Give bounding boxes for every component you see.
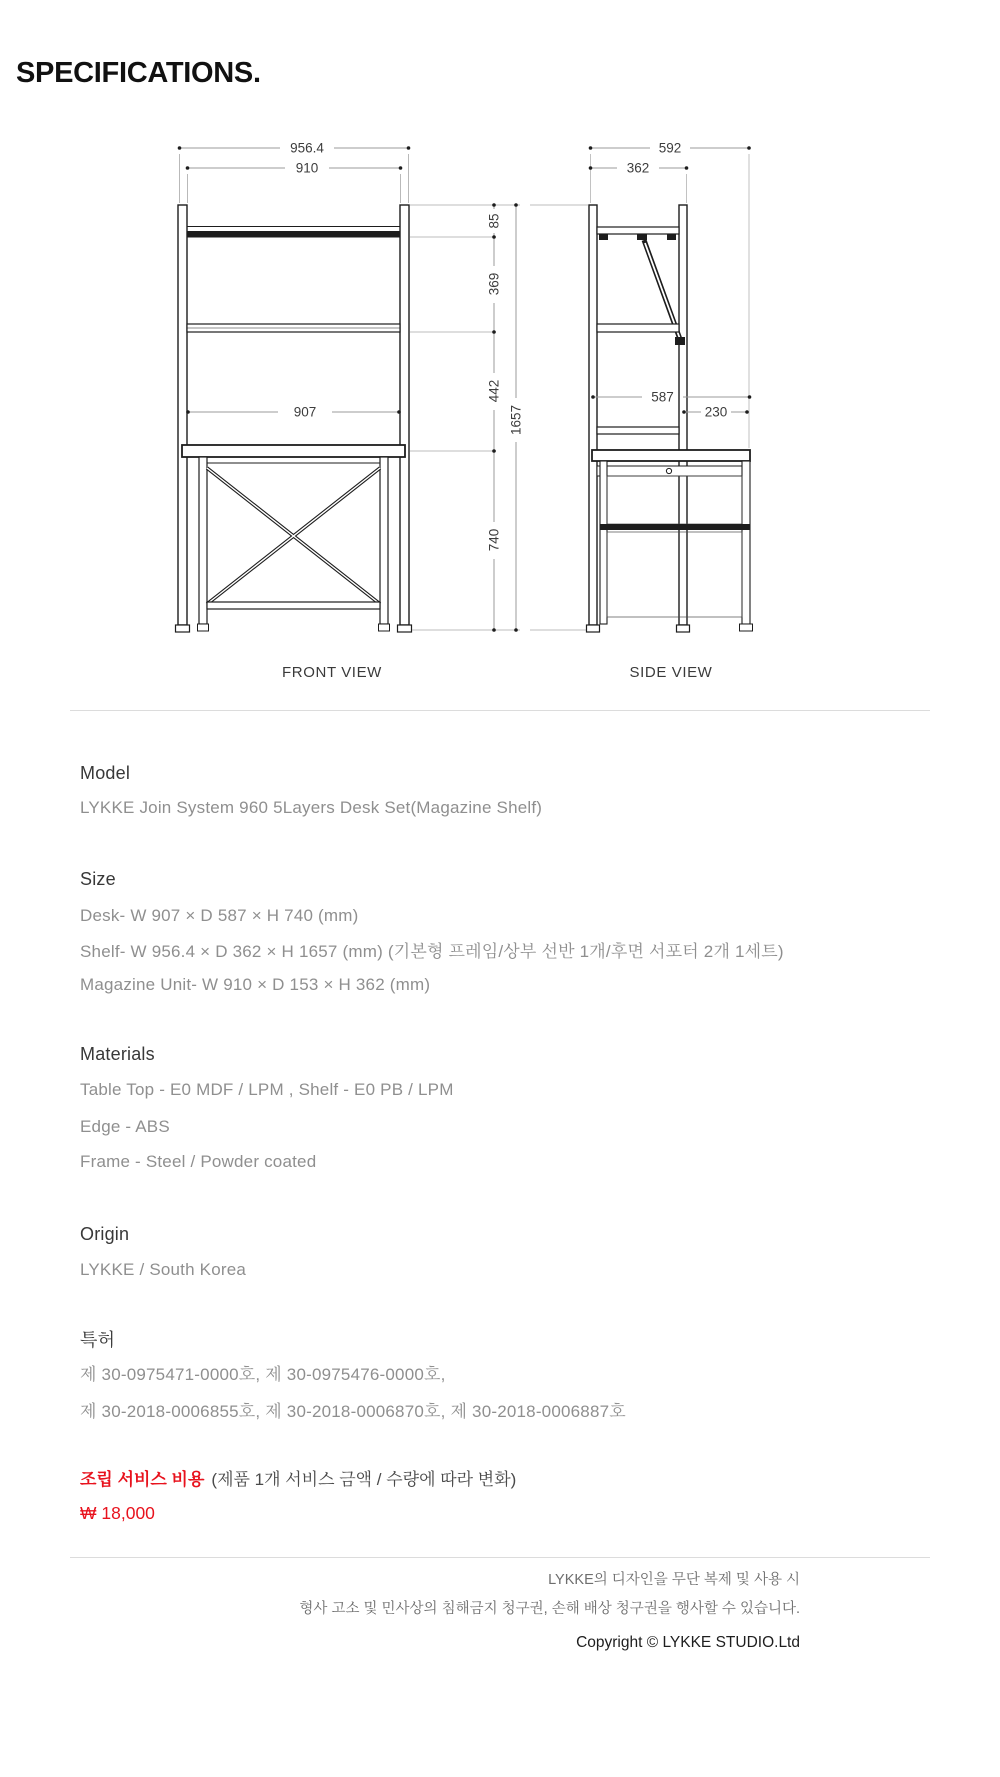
- side-desk-top: [592, 450, 750, 461]
- side-desk-front-leg: [600, 461, 607, 624]
- front-desk-right-foot: [379, 624, 390, 631]
- front-left-post: [178, 205, 187, 625]
- front-dim-shelf-gap: 369: [486, 272, 502, 296]
- side-rear-foot: [677, 625, 690, 632]
- assembly-service-price: ₩ 18,000: [80, 1503, 155, 1523]
- front-dim-desk-height: 740: [486, 528, 502, 552]
- model-value: LYKKE Join System 960 5Layers Desk Set(Magazine Shelf): [80, 798, 543, 817]
- materials-line-top: Table Top - E0 MDF / LPM , Shelf - E0 PB / LPM: [80, 1080, 454, 1099]
- side-brace-mount: [637, 234, 647, 240]
- front-left-foot: [176, 625, 190, 632]
- footer-copyright: Copyright © LYKKE STUDIO.Ltd: [576, 1634, 800, 1651]
- dim-tick: [685, 166, 689, 170]
- dim-tick: [748, 395, 752, 399]
- divider-top: [70, 710, 930, 711]
- dim-tick: [514, 628, 518, 632]
- dim-tick: [745, 410, 749, 414]
- front-view-label: FRONT VIEW: [282, 664, 382, 681]
- front-right-extension-lines: [410, 205, 520, 630]
- dim-tick: [492, 203, 496, 207]
- dim-tick: [589, 166, 593, 170]
- dim-tick: [407, 146, 411, 150]
- side-desk-rear-foot: [740, 624, 753, 631]
- dim-tick: [682, 410, 686, 414]
- front-desk-left-foot: [198, 624, 209, 631]
- front-dim-desk-clearance: 442: [486, 379, 502, 403]
- front-desk-left-leg: [199, 457, 207, 624]
- size-heading: Size: [80, 869, 116, 889]
- dim-tick: [747, 146, 751, 150]
- side-desk-rear-leg: [742, 461, 750, 624]
- side-dim-desk-depth: 587: [651, 389, 674, 405]
- size-line-shelf: Shelf- W 956.4 × D 362 × H 1657 (mm) (기본형 프레임/상부 선반 1개/후면 서포터 2개 1세트): [80, 942, 784, 961]
- front-view-drawing: [146, 115, 526, 650]
- dim-tick: [399, 166, 403, 170]
- divider-bottom: [70, 1557, 930, 1558]
- side-middle-shelf: [597, 324, 679, 332]
- side-front-post: [589, 205, 597, 625]
- dim-tick: [492, 330, 496, 334]
- front-desk-stretcher: [207, 602, 380, 609]
- front-dim-top-gap: 85: [486, 213, 502, 229]
- side-view-label: SIDE VIEW: [629, 664, 713, 681]
- model-heading: Model: [80, 763, 131, 783]
- patent-line-1: 제 30-0975471-0000호, 제 30-0975476-0000호,: [80, 1365, 446, 1384]
- dim-tick: [591, 395, 595, 399]
- front-right-foot: [398, 625, 412, 632]
- footer-notice-line-1: LYKKE의 디자인을 무단 복제 및 사용 시: [548, 1572, 800, 1588]
- assembly-service-note: (제품 1개 서비스 금액 / 수량에 따라 변화): [211, 1470, 517, 1489]
- side-dim-frame-depth: 362: [626, 160, 650, 176]
- assembly-service-line: [80, 1469, 516, 1490]
- side-dim-overall-depth: 592: [658, 140, 682, 156]
- dim-tick: [492, 235, 496, 239]
- side-dim-desk-overhang: 230: [704, 404, 728, 420]
- size-line-magazine: Magazine Unit- W 910 × D 153 × H 362 (mm): [80, 975, 431, 994]
- front-desk-top: [182, 445, 405, 457]
- footer: [299, 1566, 800, 1657]
- dim-tick: [492, 628, 496, 632]
- dim-tick: [397, 410, 401, 414]
- front-dim-overall-width: 956.4: [290, 140, 324, 156]
- side-desk-knob: [666, 468, 671, 473]
- side-left-extension-lines: [530, 205, 588, 630]
- materials-heading: Materials: [80, 1044, 155, 1064]
- size-line-desk: Desk- W 907 × D 587 × H 740 (mm): [80, 906, 359, 925]
- side-shelf-bracket: [667, 234, 676, 240]
- front-magazine-shelf: [187, 231, 400, 238]
- page-title: SPECIFICATIONS.: [16, 57, 261, 89]
- front-dim-desk-width: 907: [293, 404, 317, 420]
- dim-tick: [186, 166, 190, 170]
- front-extension-lines: [180, 154, 409, 203]
- dim-tick: [186, 410, 190, 414]
- front-dim-overall-height: 1657: [508, 404, 524, 436]
- front-desk-right-leg: [380, 457, 388, 624]
- side-lower-shelf: [597, 427, 679, 434]
- front-right-post: [400, 205, 409, 625]
- patent-heading: 특허: [80, 1330, 116, 1350]
- dim-tick: [589, 146, 593, 150]
- dim-tick: [514, 203, 518, 207]
- side-brace-end-cap: [675, 337, 685, 345]
- footer-notice-line-2: 형사 고소 및 민사상의 침해금지 청구권, 손해 배상 청구권을 행사할 수 있습니다.: [299, 1601, 800, 1617]
- side-panel-lower: [607, 532, 742, 617]
- side-panel-upper: [607, 476, 742, 524]
- dim-tick: [178, 146, 182, 150]
- side-top-shelf: [597, 227, 679, 234]
- materials-line-frame: Frame - Steel / Powder coated: [80, 1152, 317, 1171]
- side-shelf-bracket: [599, 234, 608, 240]
- side-front-foot: [587, 625, 600, 632]
- materials-line-edge: Edge - ABS: [80, 1117, 170, 1136]
- origin-heading: Origin: [80, 1224, 130, 1244]
- dim-tick: [492, 449, 496, 453]
- side-desk-stretcher: [600, 524, 750, 530]
- side-rear-post: [679, 205, 687, 625]
- front-dim-magazine-width: 910: [295, 160, 319, 176]
- patent-line-2: 제 30-2018-0006855호, 제 30-2018-0006870호, 제 30-2018-0006887호: [80, 1402, 626, 1421]
- assembly-service-label: 조립 서비스 비용: [80, 1470, 205, 1489]
- origin-value: LYKKE / South Korea: [80, 1260, 247, 1279]
- side-view-drawing: [530, 115, 780, 650]
